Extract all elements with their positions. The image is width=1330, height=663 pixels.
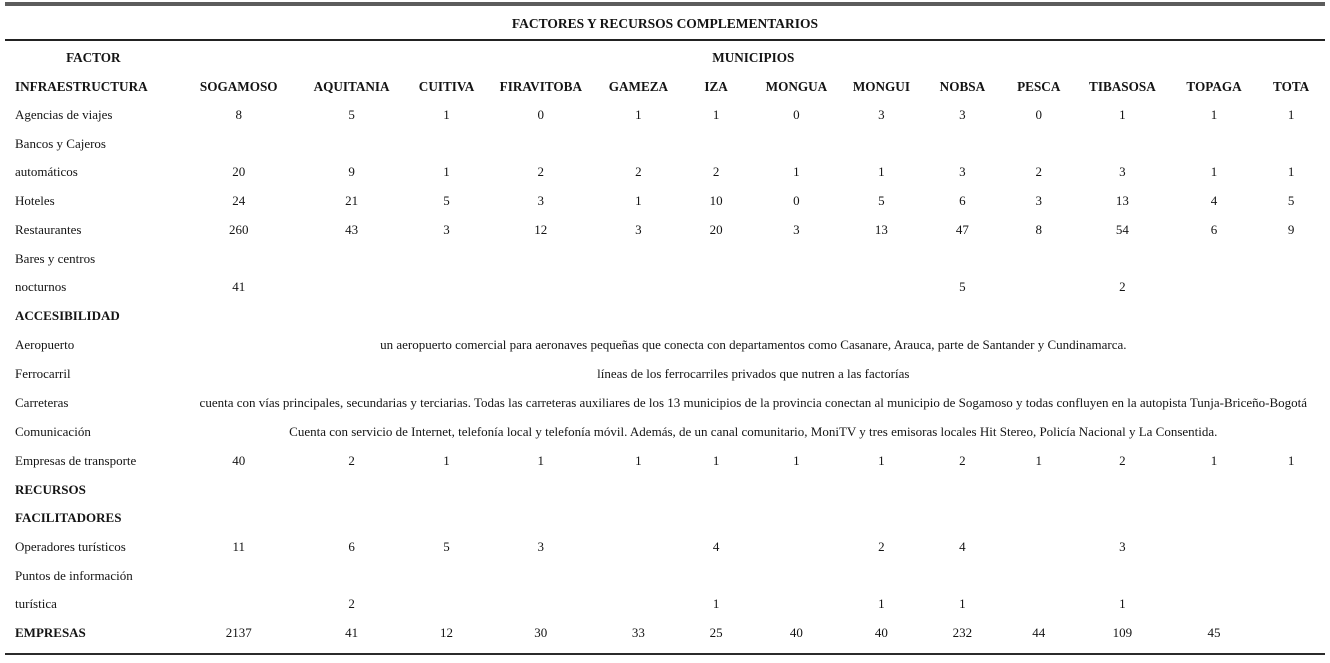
cell-pesca: 3 (1035, 193, 1042, 208)
cell-tibasosa: 54 (1115, 222, 1129, 237)
column-header-sogamoso: SOGAMOSO (199, 79, 278, 94)
cell-mongui: 1 (878, 453, 885, 468)
cell-tota: 5 (1287, 193, 1295, 208)
cell-mongua: 40 (751, 619, 841, 654)
cell-mongua: 3 (793, 222, 800, 237)
group-header-row (5, 40, 1325, 72)
cell-tota (1257, 245, 1325, 302)
cell-gameza: 1 (635, 193, 642, 208)
row-span-text: un aeropuerto comercial para aeronaves pequeñas que conecta con departamentos como Casanare, Arauca, parte de Santander y Cundinamarca. (380, 337, 1127, 352)
cell-mongua: 0 (793, 107, 800, 122)
cell-tota: 1 (1287, 164, 1295, 179)
cell-aquitania (296, 245, 408, 302)
column-header-tibasosa: TIBASOSA (1089, 79, 1156, 94)
cell-iza: 1 (712, 453, 720, 468)
cell-tota: 9 (1287, 222, 1295, 237)
cell-topaga (1171, 533, 1257, 562)
column-header-nobsa: NOBSA (939, 79, 986, 94)
table-row (5, 389, 1325, 418)
row-label: Puntos de información turística (15, 568, 133, 611)
cell-tota (1257, 562, 1325, 619)
cell-topaga: 1 (1210, 164, 1218, 179)
cell-cuitiva: 1 (443, 164, 450, 179)
row-label: Ferrocarril (15, 366, 71, 381)
cell-aquitania: 41 (296, 619, 408, 654)
cell-tota (1257, 533, 1325, 562)
cell-tibasosa: 109 (1074, 619, 1171, 654)
cell-nobsa: 1 (959, 596, 966, 611)
cell-cuitiva: 5 (443, 193, 450, 208)
cell-mongui (842, 245, 922, 302)
cell-iza: 2 (712, 164, 720, 179)
cell-tibasosa: 1 (1119, 107, 1126, 122)
cell-tibasosa: 13 (1115, 193, 1129, 208)
cell-topaga: 4 (1210, 193, 1218, 208)
cell-sogamoso: 20 (232, 164, 246, 179)
row-label: Agencias de viajes (15, 107, 113, 122)
table-row (5, 562, 1325, 619)
cell-cuitiva: 12 (407, 619, 485, 654)
cell-mongui: 1 (878, 164, 885, 179)
cell-mongua (751, 533, 841, 562)
row-label: EMPRESAS (5, 619, 182, 654)
cell-gameza: 2 (635, 164, 642, 179)
empty-cell (182, 476, 1325, 533)
row-label: Hoteles (15, 193, 55, 208)
column-header-gameza: GAMEZA (608, 79, 669, 94)
cell-gameza: 1 (635, 107, 642, 122)
cell-iza: 1 (712, 596, 720, 611)
column-header-tota: TOTA (1273, 79, 1310, 94)
row-span-text: Cuenta con servicio de Internet, telefonía local y telefonía móvil. Además, de un canal comunitario, MoniTV y tres emisoras locales Hit Stereo, Policía Nacional y La Consentida. (289, 424, 1218, 439)
title-row (5, 4, 1325, 40)
row-label: Operadores turísticos (15, 539, 126, 554)
cell-tibasosa: 2 (1119, 279, 1126, 294)
table-row (5, 418, 1325, 447)
cell-pesca: 8 (1035, 222, 1042, 237)
table-row (5, 216, 1325, 245)
cell-nobsa: 5 (959, 279, 966, 294)
cell-pesca: 2 (1035, 164, 1042, 179)
cell-aquitania: 21 (345, 193, 359, 208)
table-row (5, 245, 1325, 302)
cell-firavitoba (486, 245, 596, 302)
column-header-aquitania: AQUITANIA (313, 79, 390, 94)
row-label: Bancos y Cajeros automáticos (15, 136, 106, 179)
cell-gameza: 33 (596, 619, 681, 654)
cell-topaga (1171, 245, 1257, 302)
cell-pesca (1004, 562, 1074, 619)
row-span-text: cuenta con vías principales, secundarias y terciarias. Todas las carreteras auxiliares de los 13 municipios de la provincia conectan al municipio de Sogamoso y todas confluyen en la autopista Tunja-Briceño-Bogotá (199, 395, 1308, 410)
cell-gameza (596, 562, 681, 619)
cell-firavitoba: 30 (486, 619, 596, 654)
row-label: Bares y centros nocturnos (15, 251, 96, 294)
table-row (5, 360, 1325, 389)
cell-firavitoba: 2 (537, 164, 545, 179)
cell-tibasosa: 3 (1119, 164, 1126, 179)
cell-gameza (596, 245, 681, 302)
cell-pesca: 1 (1035, 453, 1042, 468)
cell-sogamoso: 2137 (182, 619, 296, 654)
cell-iza (681, 245, 751, 302)
cell-iza: 4 (712, 539, 720, 554)
row-label: ACCESIBILIDAD (15, 308, 120, 323)
table-row (5, 476, 1325, 533)
table-row (5, 533, 1325, 562)
cell-mongui: 13 (874, 222, 888, 237)
cell-firavitoba: 12 (534, 222, 548, 237)
cell-firavitoba: 3 (537, 193, 545, 208)
cell-mongua: 1 (793, 453, 800, 468)
table-header (5, 4, 1325, 101)
cell-topaga: 45 (1171, 619, 1257, 654)
row-label: Comunicación (15, 424, 91, 439)
cell-pesca (1004, 533, 1074, 562)
cell-sogamoso: 260 (228, 222, 249, 237)
table-row (5, 302, 1325, 331)
cell-sogamoso: 40 (232, 453, 246, 468)
cell-gameza: 1 (635, 453, 642, 468)
municipios-header: MUNICIPIOS (712, 50, 795, 65)
cell-topaga (1171, 562, 1257, 619)
table-row (5, 187, 1325, 216)
cell-nobsa: 3 (959, 164, 966, 179)
table-row (5, 101, 1325, 130)
cell-pesca (1004, 245, 1074, 302)
cell-nobsa: 2 (959, 453, 966, 468)
cell-iza: 10 (709, 193, 723, 208)
cell-mongui: 3 (878, 107, 885, 122)
cell-pesca: 0 (1035, 107, 1042, 122)
factor-header: FACTOR (66, 50, 121, 65)
empty-cell (182, 302, 1325, 331)
row-group-header-infraestructura: INFRAESTRUCTURA (15, 79, 148, 94)
cell-mongui: 1 (878, 596, 885, 611)
cell-mongua (751, 562, 841, 619)
cell-mongui: 2 (878, 539, 885, 554)
cell-cuitiva: 1 (443, 107, 450, 122)
cell-gameza (596, 533, 681, 562)
cell-pesca: 44 (1004, 619, 1074, 654)
cell-tota: 1 (1287, 453, 1295, 468)
cell-mongui: 5 (878, 193, 885, 208)
cell-sogamoso: 41 (232, 279, 246, 294)
table-title: FACTORES Y RECURSOS COMPLEMENTARIOS (5, 4, 1325, 40)
column-header-topaga: TOPAGA (1186, 79, 1242, 94)
cell-aquitania: 6 (348, 539, 355, 554)
column-header-pesca: PESCA (1017, 79, 1061, 94)
cell-iza: 25 (681, 619, 751, 654)
column-header-row (5, 72, 1325, 101)
cell-topaga: 1 (1210, 107, 1218, 122)
cell-cuitiva: 5 (443, 539, 450, 554)
cell-nobsa: 4 (959, 539, 966, 554)
column-header-mongui: MONGUI (852, 79, 910, 94)
factors-table (5, 2, 1325, 655)
row-label: Restaurantes (15, 222, 82, 237)
cell-cuitiva (407, 245, 485, 302)
row-label: Aeropuerto (15, 337, 75, 352)
cell-nobsa: 47 (955, 222, 969, 237)
row-label: Empresas de transporte (15, 453, 137, 468)
cell-mongua (751, 245, 841, 302)
table-row (5, 331, 1325, 360)
column-header-firavitoba: FIRAVITOBA (499, 79, 582, 94)
cell-mongui: 40 (842, 619, 922, 654)
cell-firavitoba: 1 (537, 453, 545, 468)
cell-topaga: 6 (1210, 222, 1218, 237)
cell-tibasosa: 2 (1119, 453, 1126, 468)
table-row (5, 447, 1325, 476)
cell-firavitoba (486, 562, 596, 619)
cell-nobsa: 232 (921, 619, 1003, 654)
cell-firavitoba: 3 (537, 539, 545, 554)
row-label: Carreteras (15, 395, 69, 410)
cell-sogamoso: 8 (235, 107, 242, 122)
table-row (5, 619, 1325, 654)
cell-cuitiva: 3 (443, 222, 450, 237)
cell-iza: 1 (712, 107, 720, 122)
cell-cuitiva: 1 (443, 453, 450, 468)
table-body (5, 101, 1325, 654)
row-label: RECURSOS FACILITADORES (15, 482, 122, 525)
cell-aquitania: 9 (348, 164, 355, 179)
cell-tota: 1 (1287, 107, 1295, 122)
table-row (5, 130, 1325, 187)
cell-sogamoso: 24 (232, 193, 246, 208)
cell-mongua: 1 (793, 164, 800, 179)
cell-nobsa: 6 (959, 193, 966, 208)
column-header-cuitiva: CUITIVA (418, 79, 475, 94)
cell-aquitania: 43 (345, 222, 359, 237)
row-span-text: líneas de los ferrocarriles privados que nutren a las factorías (597, 366, 910, 381)
cell-aquitania: 2 (348, 453, 355, 468)
cell-firavitoba: 0 (537, 107, 545, 122)
column-header-mongua: MONGUA (765, 79, 828, 94)
cell-topaga: 1 (1210, 453, 1218, 468)
cell-iza: 20 (709, 222, 723, 237)
cell-aquitania: 2 (348, 596, 355, 611)
cell-cuitiva (407, 562, 485, 619)
cell-mongua: 0 (793, 193, 800, 208)
cell-gameza: 3 (635, 222, 642, 237)
column-header-iza: IZA (704, 79, 728, 94)
cell-sogamoso (182, 562, 296, 619)
cell-tibasosa: 1 (1119, 596, 1126, 611)
cell-nobsa: 3 (959, 107, 966, 122)
cell-aquitania: 5 (348, 107, 355, 122)
cell-tibasosa: 3 (1119, 539, 1126, 554)
cell-tota (1257, 619, 1325, 654)
cell-sogamoso: 11 (232, 539, 245, 554)
